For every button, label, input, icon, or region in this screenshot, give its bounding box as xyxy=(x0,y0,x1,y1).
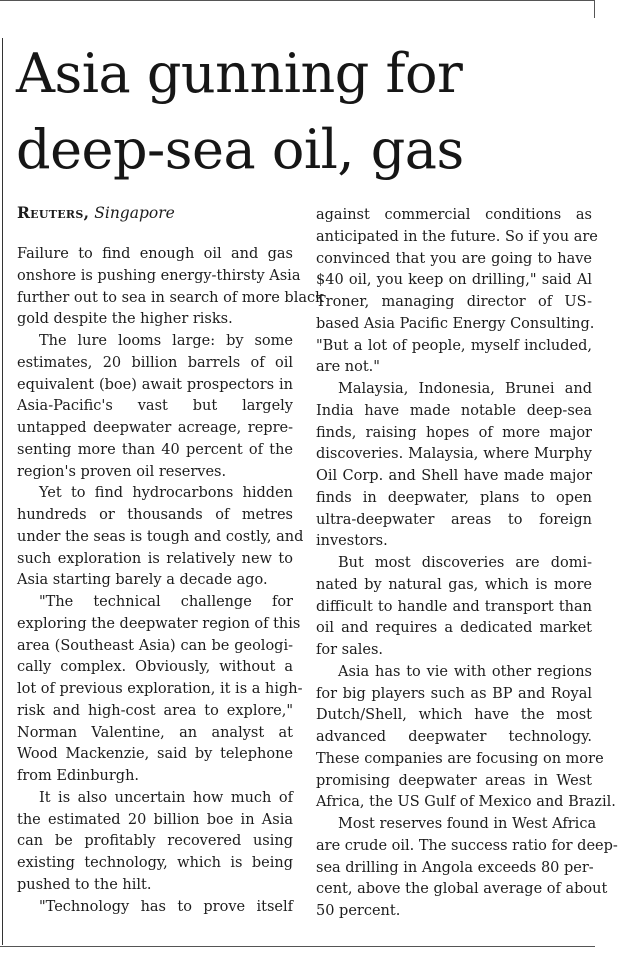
article-text-line: These companies are focusing on more xyxy=(316,750,604,767)
article-text-line: pushed to the hilt. xyxy=(17,876,152,893)
article-text-line: anticipated in the future. So if you are xyxy=(316,228,598,245)
article-text-line: oil and requires a dedicated market xyxy=(316,620,592,637)
article-text-line: estimates, 20 billion barrels of oil xyxy=(17,354,293,371)
article-text-line: Asia has to vie with other regions xyxy=(338,663,592,680)
article-text-line: cent, above the global average of about xyxy=(316,881,608,898)
article-text-line: Wood Mackenzie, said by telephone xyxy=(17,746,293,763)
article-text-line: area (Southeast Asia) can be geologi- xyxy=(17,637,293,654)
article-text-line: "But a lot of people, myself included, xyxy=(316,337,592,354)
article-text-line: India have made notable deep-sea xyxy=(316,402,592,419)
article-text-line: exploring the deepwater region of this xyxy=(17,615,301,632)
article-text-line: Norman Valentine, an analyst at xyxy=(17,724,293,741)
article-text-line: 50 percent. xyxy=(316,903,401,919)
article-text-line: can be profitably recovered using xyxy=(17,833,293,850)
top-rule xyxy=(0,0,595,1)
article-text-line: Malaysia, Indonesia, Brunei and xyxy=(338,381,592,397)
article-text-line: nated by natural gas, which is more xyxy=(316,576,592,593)
article-text-line: Asia-Pacific's vast but largely xyxy=(17,398,293,415)
article-text-line: "Technology has to prove itself xyxy=(39,898,293,915)
article-text-line: from Edinburgh. xyxy=(17,768,140,784)
article-text-line: But most discoveries are domi- xyxy=(338,555,592,571)
article-text-line: Troner, managing director of US- xyxy=(316,294,592,310)
byline xyxy=(17,203,175,223)
article-text-line: "The technical challenge for xyxy=(39,594,293,610)
article-text-line: cally complex. Obviously, without a xyxy=(17,659,293,676)
article-text-line: equivalent (boe) await prospectors in xyxy=(17,376,293,393)
article-text-line: $40 oil, you keep on drilling," said Al xyxy=(316,272,592,289)
article-text-line: Most reserves found in West Africa xyxy=(338,816,597,832)
article-text-line: risk and high-cost area to explore," xyxy=(17,702,293,719)
article-text-line: difficult to handle and transport than xyxy=(316,598,592,615)
article-text-line: hundreds or thousands of metres xyxy=(17,507,293,523)
article-text-line: for sales. xyxy=(316,642,383,658)
article-text-line: region's proven oil reserves. xyxy=(17,463,227,480)
article-text-line: Failure to find enough oil and gas xyxy=(17,246,293,262)
right-rule xyxy=(594,0,595,18)
article-text-line: advanced deepwater technology. xyxy=(316,729,592,745)
bottom-rule xyxy=(0,946,595,947)
headline-line-1: Asia gunning for xyxy=(16,42,463,105)
article-text-line: The lure looms large: by some xyxy=(39,333,293,349)
article-text-line: finds, raising hopes of more major xyxy=(316,424,592,441)
byline-agency: Reuters, xyxy=(17,203,90,222)
article-text-line: existing technology, which is being xyxy=(17,855,293,871)
article-text-line: Yet to find hydrocarbons hidden xyxy=(39,485,293,502)
article-text-line: promising deepwater areas in West xyxy=(316,772,592,789)
headline xyxy=(16,36,586,188)
headline-line-2: deep-sea oil, gas xyxy=(16,118,464,181)
article-text-line: against commercial conditions as xyxy=(316,207,592,223)
article-text-line: are not." xyxy=(316,359,380,376)
article-text-line: Asia starting barely a decade ago. xyxy=(17,572,268,589)
article-text-line: senting more than 40 percent of the xyxy=(17,441,293,458)
byline-place: Singapore xyxy=(94,204,175,222)
article-text-line: untapped deepwater acreage, repre- xyxy=(17,420,293,436)
article-text-line: sea drilling in Angola exceeds 80 per- xyxy=(316,859,594,876)
article-text-line: are crude oil. The success ratio for deep- xyxy=(316,837,618,854)
article-text-line: investors. xyxy=(316,533,388,550)
article-text-line: Africa, the US Gulf of Mexico and Brazil. xyxy=(316,794,616,811)
article-text-line: based Asia Pacific Energy Consulting. xyxy=(316,315,595,332)
article-text-line: the estimated 20 billion boe in Asia xyxy=(17,811,293,828)
article-text-line: ultra-deepwater areas to foreign xyxy=(316,511,592,528)
article-text-line: convinced that you are going to have xyxy=(316,250,592,267)
article-text-line: such exploration is relatively new to xyxy=(17,550,293,567)
article-text-line: It is also uncertain how much of xyxy=(39,789,293,806)
article-text-line: finds in deepwater, plans to open xyxy=(316,489,592,506)
article-text-line: gold despite the higher risks. xyxy=(17,311,233,328)
left-rule xyxy=(2,38,3,945)
article-text-line: lot of previous exploration, it is a high- xyxy=(17,681,303,697)
article-text-line: discoveries. Malaysia, where Murphy xyxy=(316,446,592,463)
article-text-line: further out to sea in search of more black xyxy=(17,289,324,306)
article-text-line: onshore is pushing energy-thirsty Asia xyxy=(17,267,301,284)
article-text-line: under the seas is tough and costly, and xyxy=(17,528,304,545)
article-text-line: for big players such as BP and Royal xyxy=(316,685,592,702)
article-text-line: Oil Corp. and Shell have made major xyxy=(316,468,592,484)
article-text-line: Dutch/Shell, which have the most xyxy=(316,707,592,724)
